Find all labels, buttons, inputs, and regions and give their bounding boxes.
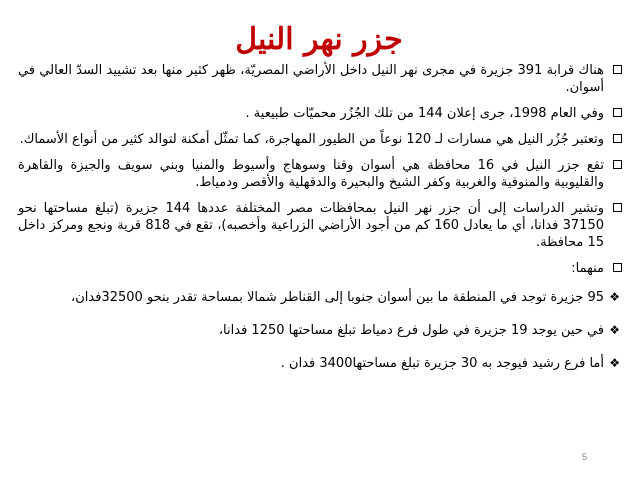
bullet-text: وتعتبر جُزُر النيل هي مسارات لـ 120 نوعاً من الطيور المهاجرة، كما تمثّل أمكنة لتوالد كثير من أنواع الأسماك. (19, 132, 604, 147)
diamond-bullet-icon: ❖ (609, 356, 620, 370)
sub-item-text: في حين يوجد 19 جزيرة في طول فرع دمياط تبلغ مساحتها 1250 فدانا، (218, 323, 604, 338)
square-bullet-icon (613, 203, 622, 212)
bullet-text: وفي العام 1998، جرى إعلان 144 من تلك الجُزُر محميّات طبيعية . (245, 106, 604, 121)
sub-item (18, 355, 622, 372)
bullet-item (18, 105, 622, 122)
square-bullet-icon (613, 263, 622, 272)
sub-item (18, 289, 622, 306)
diamond-bullet-icon: ❖ (609, 323, 620, 337)
sub-item-text: أما فرع رشيد فيوجد به 30 جزيرة تبلغ مساحتها3400 فدان . (280, 356, 604, 371)
page-number: 5 (582, 452, 588, 462)
bullet-item (18, 62, 622, 96)
diamond-bullet-icon: ❖ (609, 290, 620, 304)
sub-item-text: 95 جزيرة توجد في المنطقة ما بين أسوان جنوبا إلى القناطر شمالا بمساحة تقدر بنحو 32500فدان، (71, 290, 604, 305)
square-bullet-icon (613, 108, 622, 117)
bullet-text: تقع جزر النيل في 16 محافظة هي أسوان وقنا وسوهاج وأسيوط والمنيا وبني سويف والجيزة والقاهرة والقليوبية والمنوفية والغربية وكفر الشيخ والبحيرة والدقهلية والأقصر ودمياط. (18, 158, 604, 190)
bullet-text: وتشير الدراسات إلى أن جزر نهر النيل بمحافظات مصر المختلفة عددها 144 جزيرة (تبلغ مساحتها نحو 37150 فدانا، أي ما يعادل 160 كم من أجود الأراضي الزراعية وأخصبه)، تقع في 818 قرية ونجع ومركز داخل 15 محافظة. (18, 201, 604, 250)
slide-title: جزر نهر النيل (235, 22, 403, 57)
square-bullet-icon (613, 65, 622, 74)
bullet-item (18, 260, 622, 277)
bullet-item (18, 200, 622, 251)
sub-item (18, 322, 622, 339)
bullet-list (18, 62, 622, 388)
bullet-item (18, 131, 622, 148)
bullet-text: هناك قرابة 391 جزيرة في مجرى نهر النيل داخل الأراضي المصريّة، ظهر كثير منها بعد تشييد السدّ العالي في أسوان. (18, 63, 604, 95)
bullet-item (18, 157, 622, 191)
square-bullet-icon (613, 160, 622, 169)
bullet-text: منهما: (571, 261, 604, 276)
square-bullet-icon (613, 134, 622, 143)
